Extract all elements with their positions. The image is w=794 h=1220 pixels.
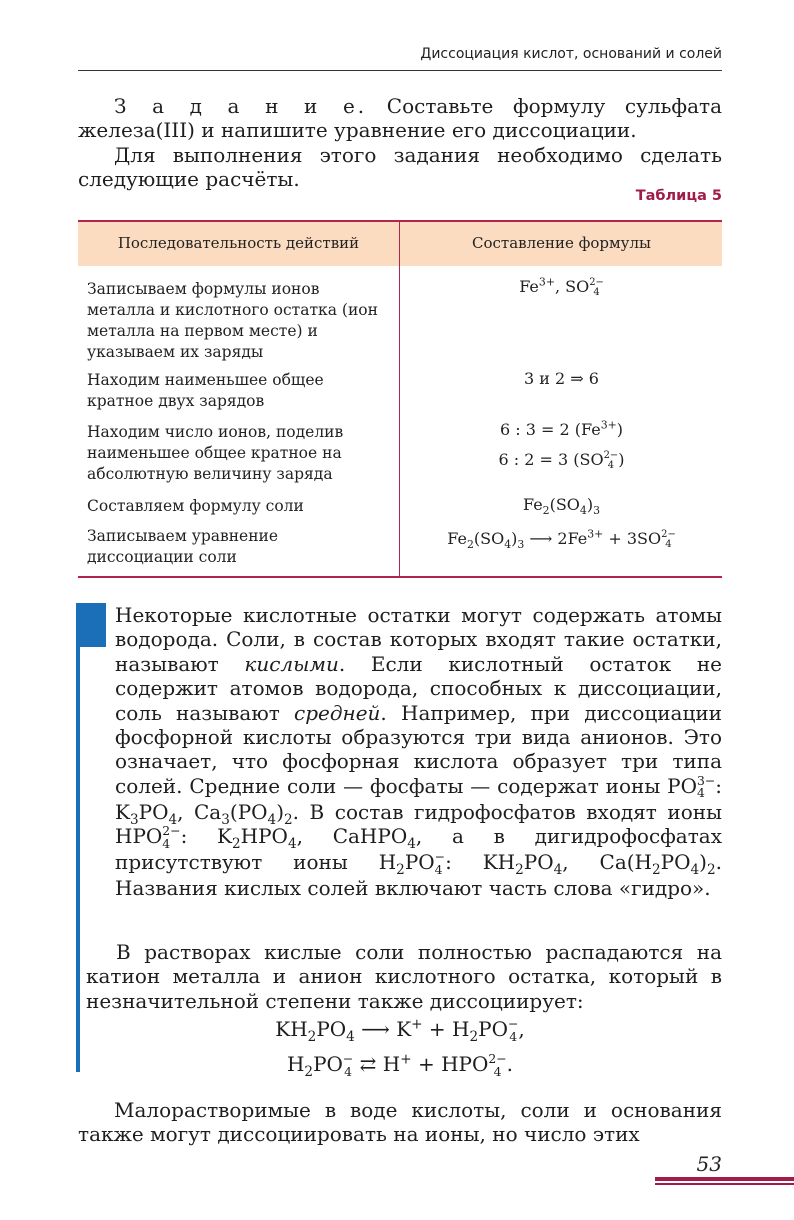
table-header <box>78 222 722 266</box>
table-row-formula: $Fe_2(SO_4)_3$ <box>522 495 601 518</box>
rule-marker <box>76 603 106 647</box>
rule-text-part: . Например, при диссоциации фосфорной кислоты образуются три вида анионов. Это означает, что фосфорная кислота образует три типа солей. Средние соли — фосфаты — содержат ионы <box>115 700 722 798</box>
rule-paragraph-2: В растворах кислые соли полностью распадаются на катион металла и анион кислотного остатка, который в незначительной степени также диссоциирует: <box>86 940 722 1013</box>
header-rule <box>78 70 722 71</box>
table-row-action: Составляем формулу соли <box>87 497 304 515</box>
rule-paragraph: Некоторые кислотные остатки могут содержать атомы водорода. Соли, в состав которых входят такие остатки, называют кислыми. Если кислотный остаток не содержит атомов водорода, способных к диссоциации, соль называют средней. Например, при диссоциации фосфорной кислоты образуются три вида анионов. Это означает, что фосфорная кислота образует три типа солей. Средние соли — фосфаты — содержат ионы PO 3− 4 : $K_3PO_4$, $Ca_3(PO_4)_2$. В состав гидрофосфатов входят ионы HPO 2− 4 : $K_2HPO_4$, CaHPO$_4$, а в дигидрофосфатах присутствуют ионы $H_2PO$ − 4 : $KH_2PO_4$, $Ca(H_2PO_4)_2$. Названия кислых солей включают часть слова «гидро». <box>115 603 722 900</box>
table-row-action: Находим число ионов, поделив наименьшее общее кратное на абсолютную величину заряда <box>87 423 344 483</box>
table-column-divider <box>399 222 400 576</box>
task-paragraph <box>78 94 722 143</box>
table-row-formula: $Fe_2(SO_4)_3$ ⟶ $2Fe^{3+} + 3SO$ 2− 4 <box>447 527 676 552</box>
page-number: 53 <box>696 1152 722 1176</box>
table-row-action: Находим наименьшее общее кратное двух зарядов <box>87 371 324 410</box>
rule-text-part: . Если кислотный остаток не содержит атомов водорода, способных к диссоциации, соль называют <box>115 651 722 725</box>
steps-table <box>78 220 722 578</box>
table-row-action: Записываем уравнение диссоциации соли <box>87 527 279 566</box>
task-followup: Для выполнения этого задания необходимо сделать следующие расчёты. <box>78 143 722 192</box>
rule-text-part: В состав гидрофосфатов входят ионы <box>299 799 722 824</box>
table-row-formula-second: 6 : 2 = 3 (SO 2− 4 ) <box>498 449 625 471</box>
rule-text-part: Некоторые кислотные остатки могут содержать атомы водорода. Соли, в состав которых входят такие остатки, называют <box>115 603 722 676</box>
table-caption: Таблица 5 <box>635 188 722 204</box>
term-srednyaya: средней <box>294 700 381 725</box>
table-header-formula: Составление формулы <box>472 234 651 252</box>
table-row-formula: 6 : 3 = 2 $(Fe^{3+})$ <box>500 418 623 439</box>
rule-sidebar <box>76 610 80 1072</box>
table-row-formula: 3 и 2 ⇒ 6 <box>524 369 599 388</box>
term-kislye: кислыми <box>244 651 339 676</box>
task-text: Составьте формулу сульфата железа(III) и напишите уравнение его диссоциации. <box>78 94 723 143</box>
table-row-action: Записываем формулы ионов металла и кислотного остатка (ион металла на первом месте) и указываем их заряды <box>87 280 378 361</box>
rule-text-part: . Названия кислых солей включают часть слова «гидро». <box>115 850 722 900</box>
footer-rule <box>655 1177 794 1181</box>
footer-rule-thin <box>655 1183 794 1185</box>
rule-text-part: , а в дигидрофосфатах присутствуют ионы <box>115 824 722 875</box>
task-label: З а д а н и е. <box>114 94 368 118</box>
table-row-formula: $Fe^{3+}$, SO 2− 4 <box>519 275 604 298</box>
equation-2: $H_2PO$ − 4 ⇄ H+ + HPO 2− 4 . <box>286 1051 514 1080</box>
equation-1: $KH_2PO_4$ ⟶ $K^+ + H_2PO$ − 4 , <box>275 1016 525 1045</box>
table-header-actions: Последовательность действий <box>117 234 360 252</box>
closing-paragraph: Малорастворимые в воде кислоты, соли и основания также могут диссоциировать на ионы, но число этих <box>78 1098 722 1147</box>
running-head: Диссоциация кислот, оснований и солей <box>420 46 722 62</box>
